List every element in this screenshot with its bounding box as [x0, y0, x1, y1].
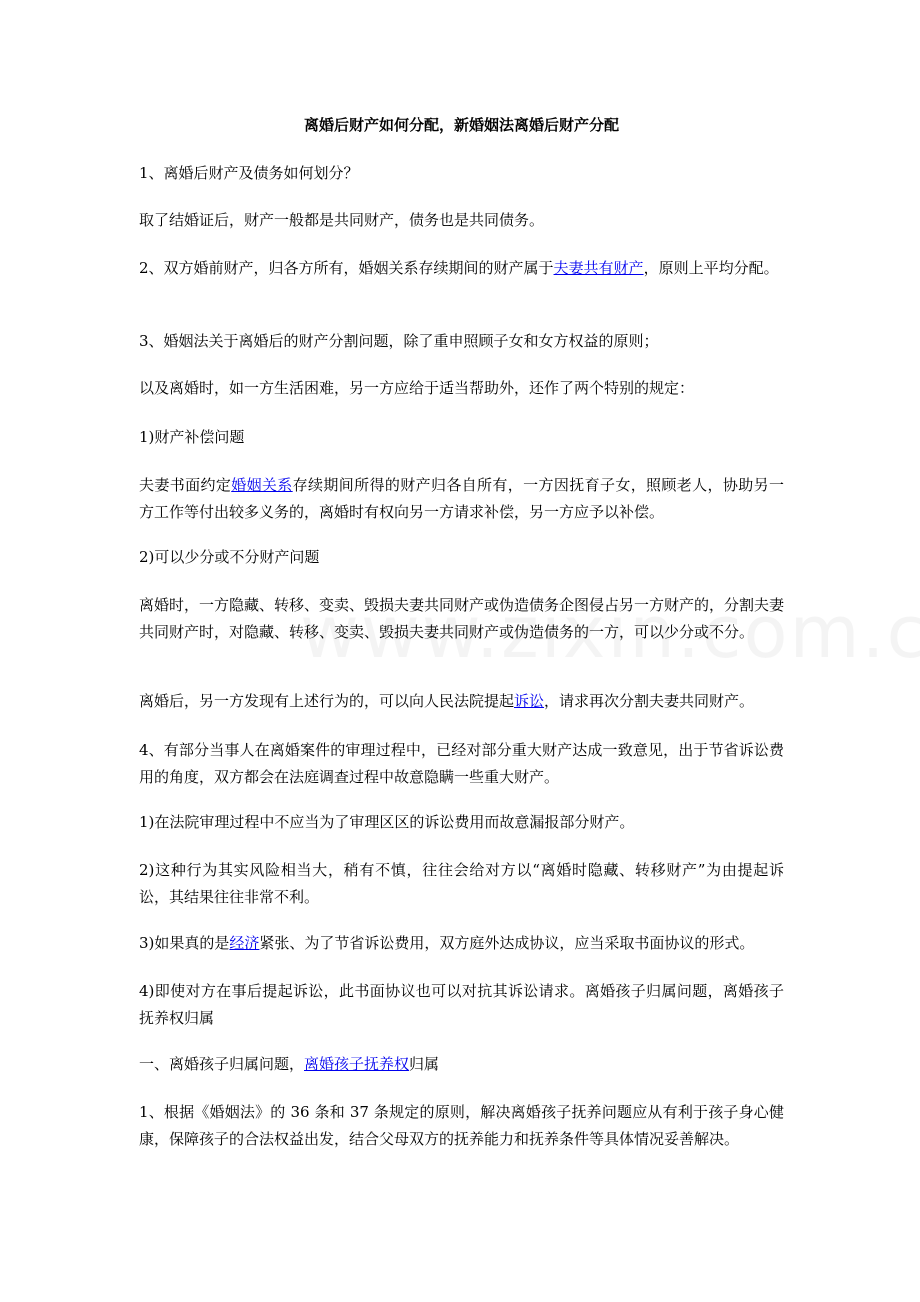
text-segment: 离婚后，另一方发现有上述行为的，可以向人民法院提起: [139, 692, 515, 710]
paragraph-16: [139, 1051, 784, 1078]
paragraph-1: 1、离婚后财产及债务如何划分？: [139, 164, 359, 182]
link-economy[interactable]: 经济: [229, 934, 260, 952]
paragraph-14: [139, 930, 784, 957]
text-segment: 3)如果真的是: [139, 934, 230, 952]
page-title: 离婚后财产如何分配，新婚姻法离婚后财产分配: [303, 116, 619, 134]
paragraph-15: 4)即使对方在事后提起诉讼，此书面协议也可以对抗其诉讼请求。离婚孩子归属问题，离婚孩子抚养权归属: [139, 982, 784, 1027]
paragraph-2: 取了结婚证后，财产一般都是共同财产，债务也是共同债务。: [139, 211, 545, 229]
text-segment: 2、双方婚前财产，归各方所有，婚姻关系存续期间的财产属于: [139, 259, 554, 277]
link-joint-property[interactable]: 夫妻共有财产: [553, 259, 644, 277]
link-marriage-relation[interactable]: 婚姻关系: [231, 476, 293, 494]
paragraph-13: 2)这种行为其实风险相当大，稍有不慎，往往会给对方以“离婚时隐藏、转移财产”为由提起诉讼，其结果往往非常不利。: [139, 861, 784, 906]
text-segment: 存续期间所得的财产归各自所有，一方因抚育子女，照顾老人，协助另一方工作等付出较多义务的，离婚时有权向另一方请求补偿，另一方应予以补偿。: [139, 476, 784, 521]
paragraph-11: 4、有部分当事人在离婚案件的审理过程中，已经对部分重大财产达成一致意见，出于节省诉讼费用的角度，双方都会在法庭调查过程中故意隐瞒一些重大财产。: [139, 741, 784, 786]
text-segment: 紧张、为了节省诉讼费用，双方庭外达成协议，应当采取书面协议的形式。: [259, 934, 755, 952]
link-child-custody[interactable]: 离婚孩子抚养权: [304, 1055, 410, 1073]
paragraph-8: 2)可以少分或不分财产问题: [139, 548, 320, 566]
paragraph-4: 3、婚姻法关于离婚后的财产分割问题，除了重申照顾子女和女方权益的原则；: [139, 332, 659, 350]
paragraph-6: 1)财产补偿问题: [139, 428, 245, 446]
text-segment: 夫妻书面约定: [139, 476, 232, 494]
paragraph-10: [139, 688, 784, 715]
text-segment: ，请求再次分割夫妻共同财产。: [544, 692, 755, 710]
text-segment: 归属: [409, 1055, 440, 1073]
text-segment: 一、离婚孩子归属问题，: [139, 1055, 305, 1073]
paragraph-9: 离婚时，一方隐藏、转移、变卖、毁损夫妻共同财产或伪造债务企图侵占另一方财产的，分割夫妻共同财产时，对隐藏、转移、变卖、毁损夫妻共同财产或伪造债务的一方，可以少分或不分。: [139, 596, 785, 641]
paragraph-5: 以及离婚时，如一方生活困难，另一方应给于适当帮助外，还作了两个特别的规定：: [139, 379, 695, 397]
text-segment: ，原则上平均分配。: [643, 259, 779, 277]
paragraph-12: 1)在法院审理过程中不应当为了审理区区的诉讼费用而故意漏报部分财产。: [139, 813, 635, 831]
paragraph-17: 1、根据《婚姻法》的 36 条和 37 条规定的原则，解决离婚孩子抚养问题应从有利于孩子身心健康，保障孩子的合法权益出发，结合父母双方的抚养能力和抚养条件等具体情况妥善解决。: [139, 1103, 784, 1148]
paragraph-3: [139, 255, 784, 282]
paragraph-7: [139, 472, 784, 525]
link-lawsuit[interactable]: 诉讼: [514, 692, 545, 710]
